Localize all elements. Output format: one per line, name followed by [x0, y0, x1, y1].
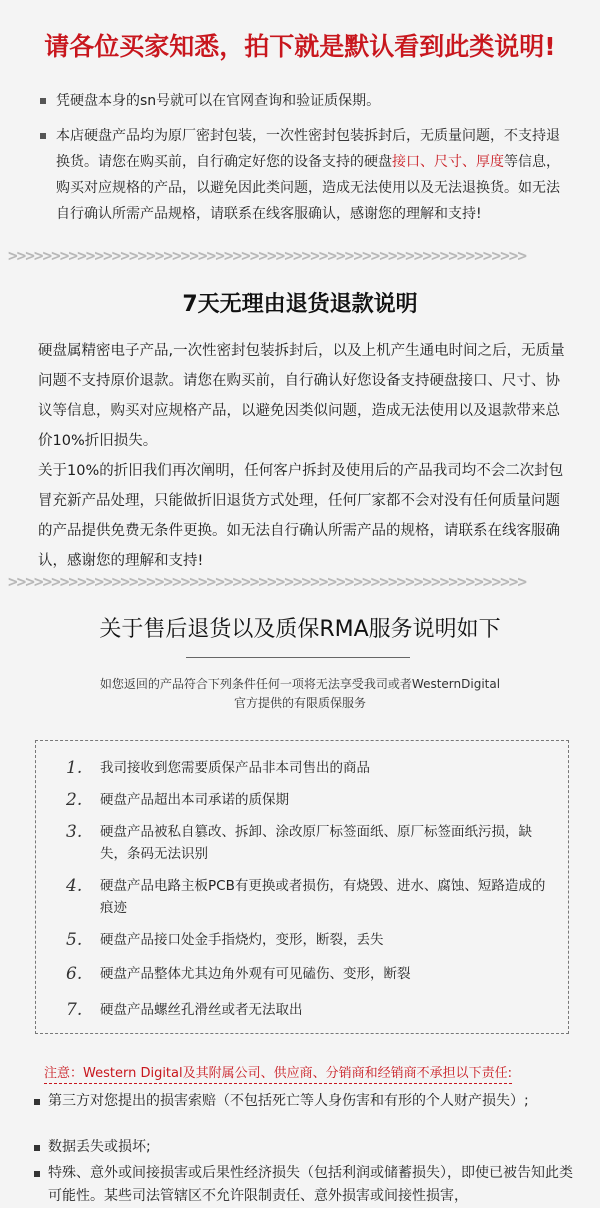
- condition-item: 6. 硬盘产品整体尤其边角外观有可见磕伤、变形，断裂: [66, 964, 411, 984]
- condition-item: 4. 硬盘产品电路主板PCB有更换或者损伤，有烧毁、进水、腐蚀、短路造成的痕迹: [66, 876, 546, 916]
- condition-item: 1. 我司接收到您需要质保产品非本司售出的商品: [66, 758, 370, 778]
- condition-item: 7. 硬盘产品螺丝孔滑丝或者无法取出: [66, 1000, 303, 1020]
- sn-query-text: 凭硬盘本身的sn号就可以在官网查询和验证质保期。: [56, 93, 381, 109]
- square-bullet-icon: [40, 133, 46, 139]
- square-bullet-icon: [34, 1145, 40, 1151]
- arrow-divider: >>>>>>>>>>>>>>>>>>>>>>>>>>>>>>>>>>>>>>>>>>>>>>>>>>>>>>>>>>>>: [8, 572, 526, 591]
- liability-item: 数据丢失或损坏;: [34, 1136, 574, 1159]
- condition-item: 3. 硬盘产品被私自篡改、拆卸、涂改原厂标签面纸、原厂标签面纸污损，缺失，条码无法识别: [66, 822, 532, 862]
- list-item: [40, 123, 570, 227]
- liability-notice: 注意：Western Digital及其附属公司、供应商、分销商和经销商不承担以下责任:: [44, 1062, 512, 1084]
- packaging-text: 本店硬盘产品均为原厂密封包装，一次性密封包装拆封后，无质量问题，不支持退换货。请您在购买前，自行确定好您的设备支持的硬盘接口、尺寸、厚度等信息，购买对应规格的产品，以避免因此类问题，造成无法使用以及无法退换货。如无法自行确认所需产品规格，请联系在线客服确认，感谢您的理解和支持!: [56, 128, 560, 222]
- square-bullet-icon: [34, 1099, 40, 1105]
- conditions-box: [35, 740, 569, 1034]
- liability-item: 第三方对您提出的损害索赔（不包括死亡等人身伤害和有形的个人财产损失）;: [34, 1090, 574, 1113]
- rma-title: 关于售后退货以及质保RMA服务说明如下: [99, 617, 501, 642]
- size-highlight: 尺寸: [434, 154, 462, 170]
- return-policy-paragraph: 硬盘属精密电子产品,一次性密封包装拆封后，以及上机产生通电时间之后，无质量问题不支持原价退款。请您在购买前，自行确认好您设备支持硬盘接口、尺寸、协议等信息，购买对应规格产品，以避免因类似问题，造成无法使用以及退款带来总价10%折旧损失。: [38, 343, 565, 449]
- condition-item: 2. 硬盘产品超出本司承诺的质保期: [66, 790, 289, 810]
- rma-intro: 如您返回的产品符合下列条件任何一项将无法享受我司或者WesternDigital 官方提供的有限质保服务: [99, 677, 501, 710]
- list-item: [40, 88, 570, 114]
- notice-section: [40, 88, 570, 236]
- condition-item: 5. 硬盘产品接口处金手指烧灼，变形，断裂，丢失: [66, 930, 384, 950]
- square-bullet-icon: [34, 1171, 40, 1177]
- headline: 请各位买家知悉，拍下就是默认看到此类说明!: [44, 32, 556, 61]
- thickness-highlight: 厚度: [476, 154, 504, 170]
- square-bullet-icon: [40, 98, 46, 104]
- depreciation-paragraph: 关于10%的折旧我们再次阐明，任何客户拆封及使用后的产品我司均不会二次封包冒充新产品处理，只能做折旧退货方式处理，任何厂家都不会对没有任何质量问题的产品提供免费无条件更换。如无法自行确认所需产品的规格，请联系在线客服确认，感谢您的理解和支持!: [38, 463, 564, 569]
- return-policy-title: 7天无理由退货退款说明: [182, 292, 418, 317]
- arrow-divider: >>>>>>>>>>>>>>>>>>>>>>>>>>>>>>>>>>>>>>>>>>>>>>>>>>>>>>>>>>>>: [8, 246, 526, 265]
- interface-highlight: 接口: [392, 154, 420, 170]
- liability-item: 特殊、意外或间接损害或后果性经济损失（包括利润或储蓄损失），即使已被告知此类可能性。某些司法管辖区不允许限制责任、意外损害或间接性损害，: [34, 1162, 574, 1208]
- title-underline: [186, 657, 410, 658]
- return-policy-body: [38, 336, 570, 576]
